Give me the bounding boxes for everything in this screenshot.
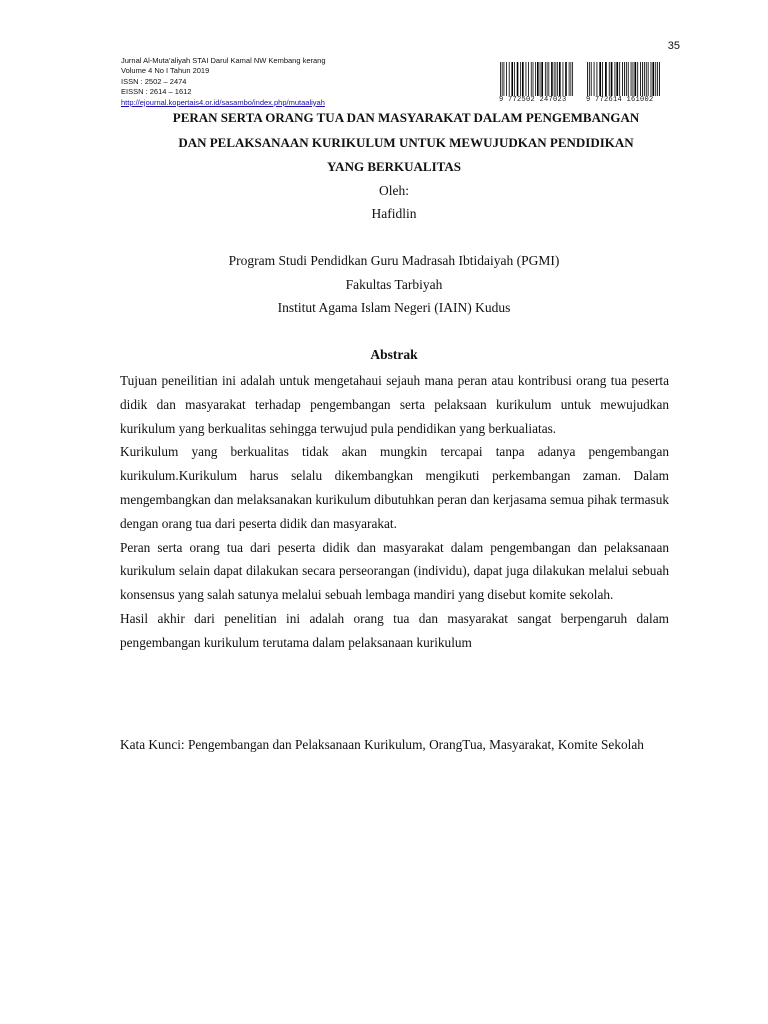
barcode-bar <box>572 62 573 96</box>
by-label: Oleh: <box>379 183 409 198</box>
barcode-bar <box>556 62 557 96</box>
barcode-bar <box>514 62 515 96</box>
barcode-bar <box>602 62 603 96</box>
barcode-bar <box>528 62 529 96</box>
page-number: 35 <box>667 40 680 52</box>
title-line-2: DAN PELAKSANAAN KURIKULUM UNTUK MEWUJUDKAN PENDIDIKAN <box>178 135 634 150</box>
barcode-bar <box>557 62 558 96</box>
abstract-paragraph: Tujuan peneilitian ini adalah untuk mengetahaui sejauh mana peran atau kontribusi orang tua peserta didik dan masyarakat terhadap pengembangan serta pelaksaan kurikulum untuk mewujudkan kurikulum yang berkualitas sehingga terwujud pula pendidikan yang berkualiatas. <box>120 373 669 436</box>
author-name: Hafidlin <box>371 206 417 221</box>
abstract-paragraph: Peran serta orang tua dari peserta didik dan masyarakat dalam pengembangan dan pelaksanaan kurikulum selain dapat dilakukan secara perseorangan (individu), dapat juga dilakukan melalui sebuah konsensus yang salah satunya melalui sebuah lembaga mandiri yang disebut komite sekolah. <box>120 539 669 603</box>
journal-volume: Volume 4 No I Tahun 2019 <box>121 66 210 76</box>
barcode-bar <box>599 62 601 96</box>
barcode-bar <box>634 62 636 96</box>
barcode-bar <box>531 62 532 96</box>
barcode-bar <box>563 62 564 96</box>
barcode-bar <box>642 62 643 96</box>
barcode-bar <box>533 62 534 96</box>
barcode-2-bars <box>586 62 662 96</box>
barcode-bar <box>644 62 645 96</box>
barcode-bar <box>587 62 588 96</box>
barcode-bar <box>651 62 652 96</box>
barcode-bar <box>569 62 570 96</box>
journal-url-link[interactable]: http://ejournal.kopertais4.or.id/sasambo/index.php/mutaaliyah <box>121 97 325 107</box>
barcode-bar <box>526 62 527 96</box>
barcode-bar <box>619 62 620 96</box>
barcode-bar <box>547 62 548 96</box>
barcode-bar <box>589 62 590 96</box>
title-line-3: YANG BERKUALITAS <box>326 159 461 174</box>
abstract-paragraph: Hasil akhir dari penelitian ini adalah orang tua dan masyarakat sangat berpengaruh dalam pengembangan kurikulum terutama dalam pelaksanaan kurikulum <box>120 610 669 650</box>
barcode-bar <box>594 62 595 96</box>
barcode-bar <box>509 62 510 96</box>
barcode-bar <box>500 62 501 96</box>
affiliation-program: Program Studi Pendidkan Guru Madrasah Ibtidaiyah (PGMI) <box>228 253 560 268</box>
barcode-bar <box>554 62 555 96</box>
barcode-bar <box>517 62 519 96</box>
affiliation-institute: Institut Agama Islam Negeri (IAIN) Kudus <box>277 300 511 315</box>
barcode-1-number: 9 772502 247023 <box>499 96 567 104</box>
barcode-bar <box>640 62 641 96</box>
barcode-bar <box>646 62 647 96</box>
barcode-bar <box>605 62 607 96</box>
barcode-bar <box>637 62 638 96</box>
barcode-bar <box>520 62 521 96</box>
issn-barcode <box>499 62 575 104</box>
affiliation-faculty: Fakultas Tarbiyah <box>345 277 443 292</box>
keywords: Kata Kunci: Pengembangan dan Pelaksanaan Kurikulum, OrangTua, Masyarakat, Komite Sekolah <box>120 737 644 752</box>
barcode-bar <box>628 62 629 96</box>
barcode-bar <box>596 62 597 96</box>
barcode-bar <box>657 62 658 96</box>
barcode-bar <box>659 62 660 96</box>
barcode-bar <box>631 62 632 96</box>
barcode-bar <box>535 62 536 96</box>
barcode-bar <box>540 62 541 96</box>
barcode-bar <box>559 62 561 96</box>
barcode-bar <box>541 62 543 96</box>
barcode-bar <box>506 62 507 96</box>
barcode-bar <box>545 62 546 96</box>
barcode-2-number: 9 772614 161002 <box>586 96 654 104</box>
barcode-bar <box>615 62 616 96</box>
barcode-bar <box>648 62 649 96</box>
journal-issn: ISSN : 2502 – 2474 <box>121 76 187 86</box>
barcode-bar <box>591 62 592 96</box>
barcode-bar <box>551 62 553 96</box>
title-line-1: PERAN SERTA ORANG TUA DAN MASYARAKAT DALAM PENGEMBANGAN <box>172 110 640 125</box>
abstract-body <box>120 369 669 655</box>
barcode-bar <box>616 62 618 96</box>
barcode-bar <box>511 62 513 96</box>
barcode-bar <box>611 62 613 96</box>
barcode-bar <box>652 62 654 96</box>
barcode-bar <box>624 62 625 96</box>
barcode-bar <box>502 62 503 96</box>
barcode-bar <box>622 62 623 96</box>
barcode-bar <box>609 62 610 96</box>
barcode-bar <box>565 62 567 96</box>
barcode-bar <box>655 62 656 96</box>
barcode-bar <box>626 62 627 96</box>
abstract-paragraph: Kurikulum yang berkualitas tidak akan mungkin tercapai tanpa adanya pengembangan kurikulum.Kurikulum harus selalu dikembangkan mengikuti perkembangan zaman. Dalam mengembangkan dan melaksanakan kurikulum dibutuhkan peran dan kerjasama semua pihak termasuk dengan orang tua dari peserta didik dan masyarakat. <box>120 444 669 531</box>
barcode-bar <box>633 62 634 96</box>
journal-header <box>121 56 451 108</box>
barcode-bar <box>504 62 505 96</box>
journal-eissn: EISSN : 2614 – 1612 <box>121 87 192 97</box>
barcode-1-bars <box>499 62 575 96</box>
abstract-heading: Abstrak <box>370 347 418 362</box>
barcode-bar <box>522 62 524 96</box>
eissn-barcode <box>586 62 662 104</box>
barcode-bar <box>548 62 549 96</box>
barcode-bar <box>537 62 539 96</box>
journal-name: Jurnal Al-Muta’aliyah STAI Darul Kamal NW Kembang kerang <box>121 56 326 65</box>
barcode-bar <box>570 62 571 96</box>
